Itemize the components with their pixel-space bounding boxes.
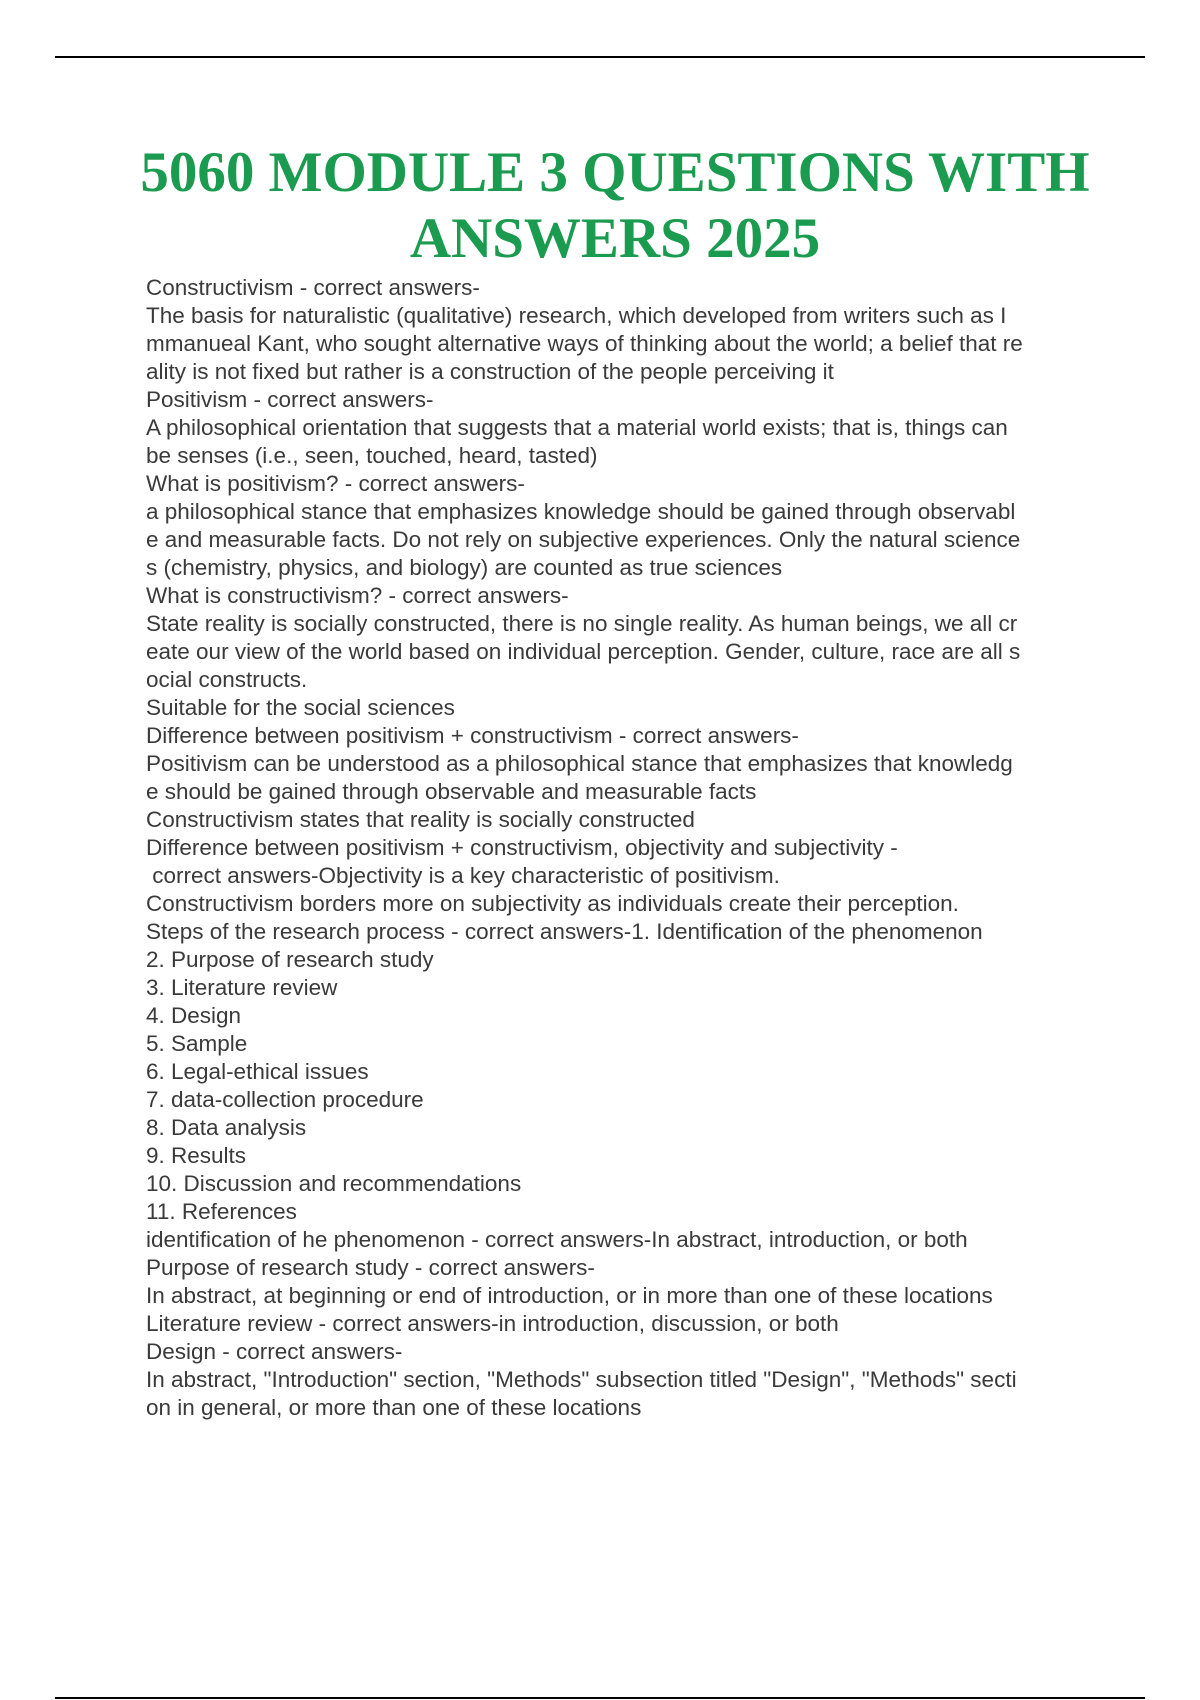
text-line: Constructivism - correct answers-: [146, 275, 480, 300]
text-line: e and measurable facts. Do not rely on subjective experiences. Only the natural science: [146, 527, 1021, 552]
text-line: Steps of the research process - correct answers-1. Identification of the phenomenon: [146, 919, 983, 944]
page-title: [120, 140, 1110, 272]
text-line: mmanueal Kant, who sought alternative ways of thinking about the world; a belief that re: [146, 331, 1023, 356]
document-body: [146, 274, 1096, 1422]
text-line: What is positivism? - correct answers-: [146, 471, 525, 496]
text-line: Positivism can be understood as a philosophical stance that emphasizes that knowledg: [146, 751, 1013, 776]
text-line: e should be gained through observable and measurable facts: [146, 779, 757, 804]
top-rule: [55, 56, 1145, 58]
text-line: A philosophical orientation that suggests that a material world exists; that is, things can: [146, 415, 1008, 440]
text-line: Design - correct answers-: [146, 1339, 403, 1364]
text-line: Literature review - correct answers-in introduction, discussion, or both: [146, 1311, 839, 1336]
text-line: ocial constructs.: [146, 667, 308, 692]
text-line: 7. data-collection procedure: [146, 1087, 424, 1112]
text-line: on in general, or more than one of these locations: [146, 1395, 642, 1420]
text-line: 6. Legal-ethical issues: [146, 1059, 369, 1084]
text-line: 2. Purpose of research study: [146, 947, 434, 972]
text-line: identification of he phenomenon - correct answers-In abstract, introduction, or both: [146, 1227, 968, 1252]
text-line: Suitable for the social sciences: [146, 695, 455, 720]
text-line: 9. Results: [146, 1143, 247, 1168]
text-line: 4. Design: [146, 1003, 242, 1028]
text-line: 3. Literature review: [146, 975, 338, 1000]
text-line: correct answers-Objectivity is a key characteristic of positivism.: [146, 863, 780, 888]
bottom-rule: [55, 1697, 1145, 1699]
text-line: Constructivism borders more on subjectivity as individuals create their perception.: [146, 891, 959, 916]
text-line: Positivism - correct answers-: [146, 387, 434, 412]
text-line: 8. Data analysis: [146, 1115, 307, 1140]
text-line: Constructivism states that reality is socially constructed: [146, 807, 695, 832]
text-line: In abstract, at beginning or end of introduction, or in more than one of these locations: [146, 1283, 993, 1308]
text-line: ality is not fixed but rather is a construction of the people perceiving it: [146, 359, 834, 384]
text-line: be senses (i.e., seen, touched, heard, tasted): [146, 443, 598, 468]
text-line: Difference between positivism + constructivism, objectivity and subjectivity -: [146, 835, 898, 860]
text-line: The basis for naturalistic (qualitative) research, which developed from writers such as I: [146, 303, 1007, 328]
text-line: In abstract, "Introduction" section, "Methods" subsection titled "Design", "Methods" secti: [146, 1367, 1017, 1392]
text-line: Purpose of research study - correct answers-: [146, 1255, 595, 1280]
text-line: a philosophical stance that emphasizes knowledge should be gained through observabl: [146, 499, 1016, 524]
text-line: s (chemistry, physics, and biology) are counted as true sciences: [146, 555, 783, 580]
text-line: What is constructivism? - correct answers-: [146, 583, 569, 608]
text-line: Difference between positivism + constructivism - correct answers-: [146, 723, 799, 748]
text-line: eate our view of the world based on individual perception. Gender, culture, race are all s: [146, 639, 1021, 664]
text-line: State reality is socially constructed, there is no single reality. As human beings, we all cr: [146, 611, 1018, 636]
title-line-1: 5060 MODULE 3 QUESTIONS WITH: [140, 141, 1090, 204]
text-line: 5. Sample: [146, 1031, 248, 1056]
text-line: 10. Discussion and recommendations: [146, 1171, 522, 1196]
text-line: 11. References: [146, 1199, 297, 1224]
title-line-2: ANSWERS 2025: [409, 207, 821, 270]
